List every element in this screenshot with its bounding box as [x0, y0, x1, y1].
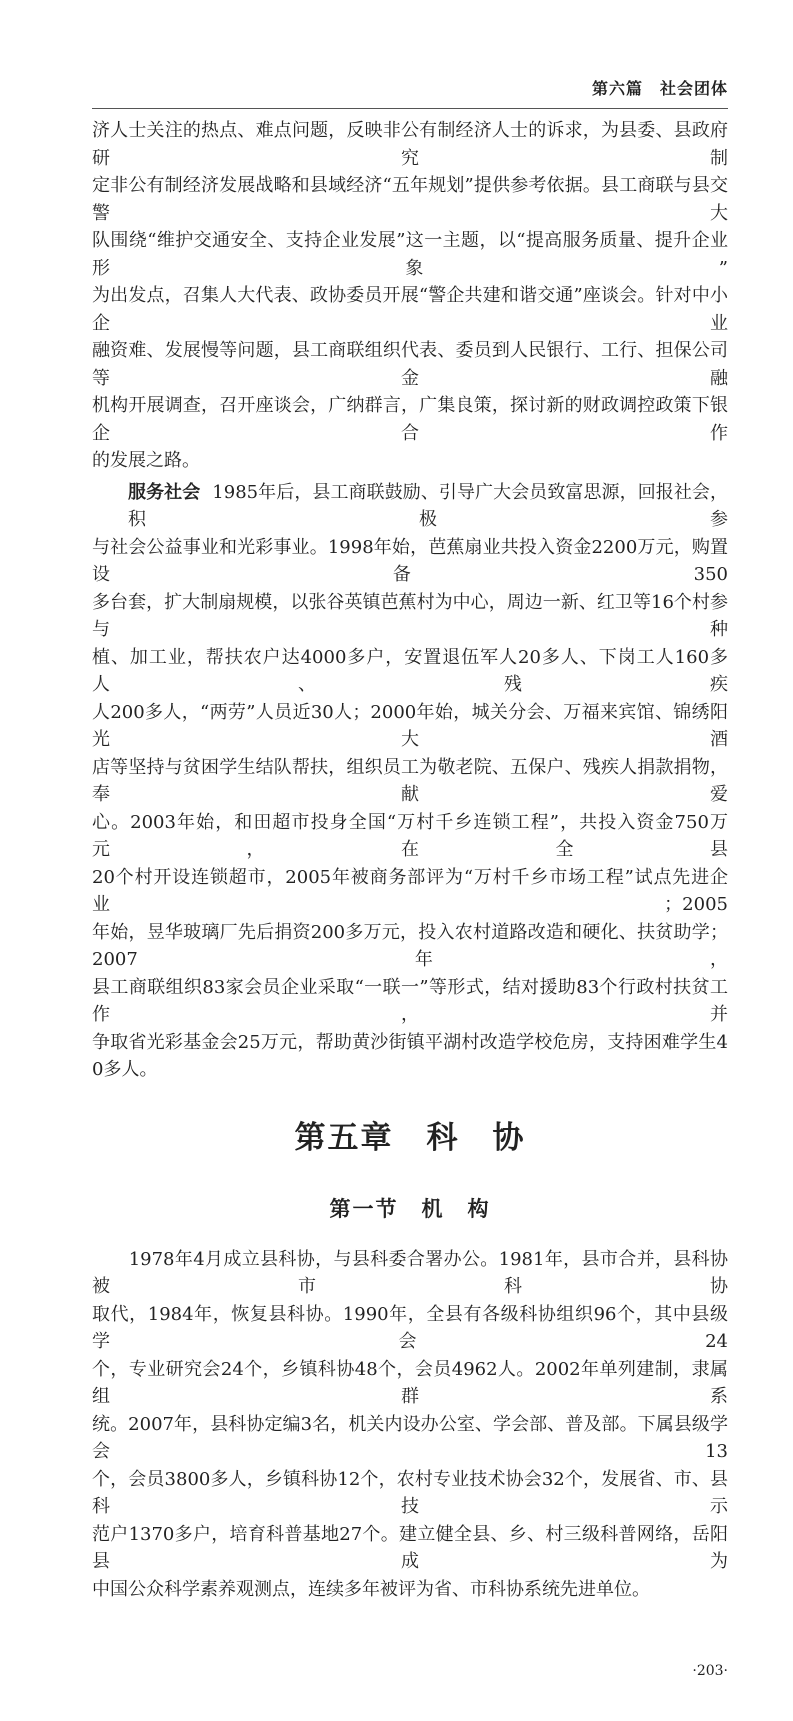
- text-line: 个，会员3800多人，乡镇科协12个，农村专业技术协会32个，发展省、市、县科技示: [92, 1468, 728, 1517]
- text-line: 的发展之路。: [92, 450, 200, 471]
- text-line: 店等坚持与贫困学生结队帮扶，组织员工为敬老院、五保户、残疾人捐款捐物，奉献爱: [92, 756, 728, 805]
- section-title: 第一节 机 构: [329, 1196, 491, 1221]
- text-line: 县工商联组织83家会员企业采取“一联一”等形式，结对援助83个行政村扶贫工作，并: [92, 976, 728, 1025]
- paragraph-lead: 服务社会: [128, 481, 201, 503]
- text-line: 队围绕“维护交通安全、支持企业发展”这一主题，以“提高服务质量、提升企业形象”: [92, 230, 728, 279]
- text-line: 植、加工业，帮扶农户达4000多户，安置退伍军人20多人、下岗工人160多人、残疾: [92, 646, 728, 695]
- chapter-title: 第五章 科 协: [294, 1119, 526, 1156]
- paragraph-1: [92, 117, 728, 475]
- text-line: 争取省光彩基金会25万元，帮助黄沙街镇平湖村改造学校危房，支持困难学生40多人。: [92, 1031, 728, 1080]
- text-line: [92, 479, 728, 534]
- text-line: 多台套，扩大制扇规模，以张谷英镇芭蕉村为中心，周边一新、红卫等16个村参与种: [92, 591, 728, 640]
- paragraph-2: [92, 479, 728, 1084]
- page-number: ·203·: [692, 1663, 728, 1679]
- text-line: 取代，1984年，恢复县科协。1990年，全县有各级科协组织96个，其中县级学会24: [92, 1303, 728, 1352]
- text-line: 融资难、发展慢等问题，县工商联组织代表、委员到人民银行、工行、担保公司等金融: [92, 340, 728, 389]
- running-title: 第六篇 社会团体: [591, 79, 728, 98]
- text-line: 中国公众科学素养观测点，连续多年被评为省、市科协系统先进单位。: [92, 1578, 650, 1600]
- text-line: 定非公有制经济发展战略和县域经济“五年规划”提供参考依据。县工商联与县交警大: [92, 175, 728, 224]
- text-line: 20个村开设连锁超市，2005年被商务部评为“万村千乡市场工程”试点先进企业；2005: [92, 866, 728, 915]
- text-line: 个，专业研究会24个，乡镇科协48个，会员4962人。2002年单列建制，隶属组群系: [92, 1358, 728, 1407]
- text-line: 人200多人，“两劳”人员近30人；2000年始，城关分会、万福来宾馆、锦绣阳光大酒: [92, 701, 728, 750]
- text-line: 1978年4月成立县科协，与县科委合署办公。1981年，县市合并，县科协被市科协: [92, 1248, 728, 1297]
- paragraph-3: [92, 1246, 728, 1604]
- running-header: [92, 72, 728, 109]
- text-line: 机构开展调查，召开座谈会，广纳群言，广集良策，探讨新的财政调控政策下银企合作: [92, 395, 728, 444]
- text-line: 年始，昱华玻璃厂先后捐资200多万元，投入农村道路改造和硬化、扶贫助学；2007年，: [92, 921, 728, 970]
- text-line: 范户1370多户，培育科普基地27个。建立健全县、乡、村三级科普网络，岳阳县成为: [92, 1523, 728, 1572]
- text-line: 济人士关注的热点、难点问题，反映非公有制经济人士的诉求，为县委、县政府研究制: [92, 120, 728, 169]
- text-line: 为出发点，召集人大代表、政协委员开展“警企共建和谐交通”座谈会。针对中小企业: [92, 285, 728, 334]
- text-line-content: 1985年后，县工商联鼓励、引导广大会员致富思源，回报社会，积极参: [128, 481, 728, 530]
- text-line: 心。2003年始，和田超市投身全国“万村千乡连锁工程”，共投入资金750万元，在全县: [92, 811, 728, 860]
- text-line: 统。2007年，县科协定编3名，机关内设办公室、学会部、普及部。下属县级学会13: [92, 1413, 728, 1462]
- text-line: 与社会公益事业和光彩事业。1998年始，芭蕉扇业共投入资金2200万元，购置设备350: [92, 536, 728, 585]
